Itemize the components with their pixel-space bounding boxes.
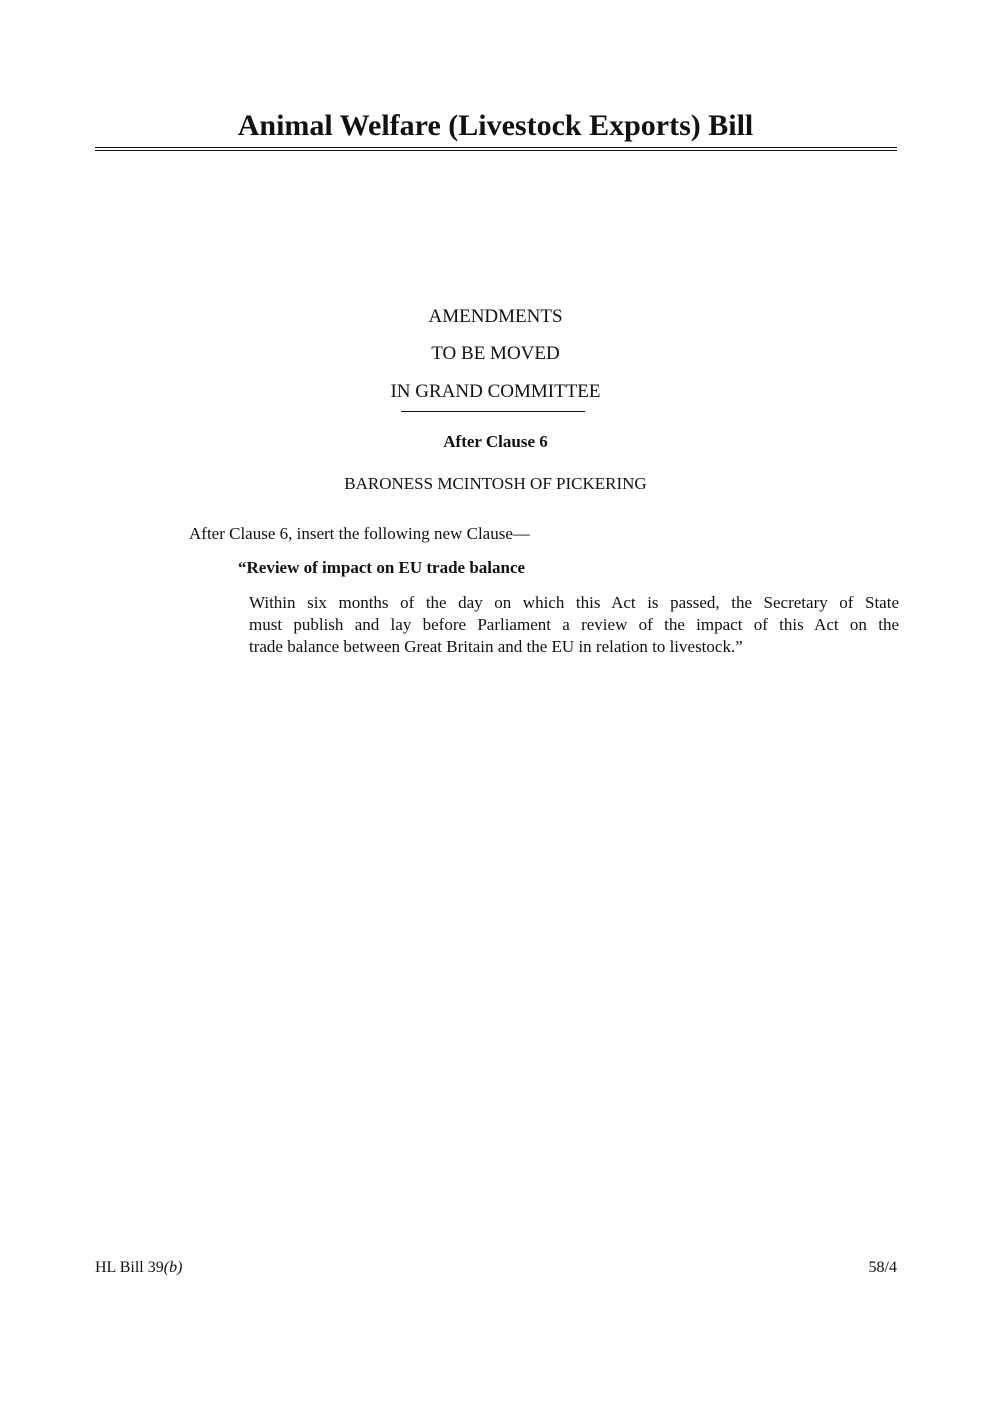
page-reference: 58/4 [868,1259,897,1276]
heading-line-to-be-moved: TO BE MOVED [431,343,560,364]
heading-line-grand-committee: IN GRAND COMMITTEE [390,381,601,402]
new-clause-body-line: trade balance between Great Britain and the EU in relation to livestock.” [249,637,743,656]
document-title: Animal Welfare (Livestock Exports) Bill [237,109,754,142]
bill-reference [95,1258,182,1278]
heading-line-amendments: AMENDMENTS [428,306,563,327]
new-clause-body-line: Within six months of the day on which this Act is passed, the Secretary of State [249,593,899,612]
heading-rule [401,411,585,412]
clause-heading: After Clause 6 [443,432,548,451]
amendment-mover: BARONESS MCINTOSH OF PICKERING [344,474,647,493]
amendment-instruction: After Clause 6, insert the following new Clause— [189,524,530,543]
new-clause-body [249,592,899,658]
bill-reference-number: HL Bill 39 [95,1259,164,1276]
title-double-rule [95,147,897,151]
new-clause-title: “Review of impact on EU trade balance [238,558,526,577]
new-clause-body-line: must publish and lay before Parliament a review of the impact of this Act on the [249,615,899,634]
bill-reference-print: (b) [163,1259,183,1276]
